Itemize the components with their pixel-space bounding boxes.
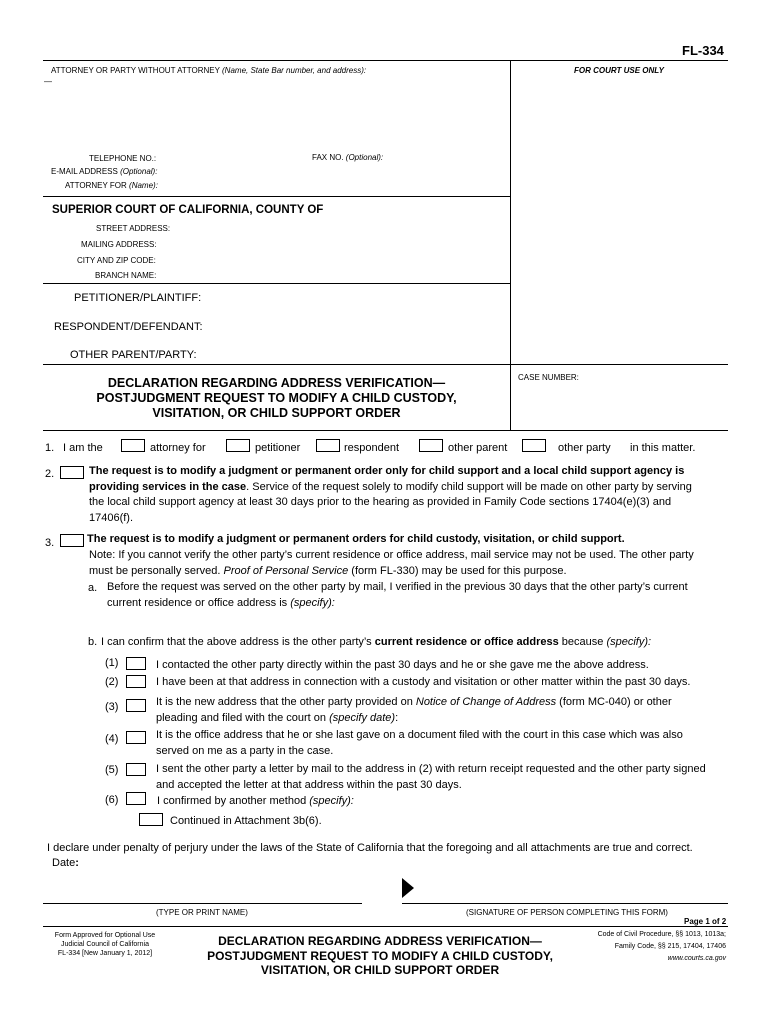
b4-checkbox[interactable] [126,731,146,744]
attorney-for-row [65,181,158,190]
option-respondent: respondent [344,442,400,454]
item2-checkbox[interactable] [60,466,84,479]
footer-rule [43,926,728,927]
date-colon: : [75,857,79,869]
b6-text [157,795,354,807]
email-label: E-MAIL ADDRESS [51,167,118,176]
b1-checkbox[interactable] [126,657,146,670]
telephone-label: TELEPHONE NO.: [89,154,157,163]
proof-personal-service: Proof of Personal Service [223,564,349,577]
b5-text [156,762,726,793]
option-petitioner: petitioner [255,442,301,454]
b3-line2 [156,711,726,727]
fax-label-row [312,153,383,162]
item3-note [89,548,729,579]
item3-note1: Note: If you cannot verify the other party’s current residence or office address, mail service may not be used. The other party [89,549,694,561]
form-number: FL-334 [682,43,724,58]
item2-number: 2. [45,468,55,480]
form-title-line2: POSTJUDGMENT REQUEST TO MODIFY A CHILD CUSTODY, [96,391,457,405]
item1-tail: in this matter. [630,442,696,454]
other-parent-label: OTHER PARENT/PARTY: [70,349,197,361]
item3b-c: because [558,636,607,648]
attorney-label: ATTORNEY OR PARTY WITHOUT ATTORNEY [51,66,220,75]
attorney-for-checkbox[interactable] [121,439,145,452]
item3b-text [101,636,651,648]
item3a-label: a. [88,582,98,594]
b3-l1c: (form MC-040) or other [556,696,672,708]
b3-l2a: pleading and filed with the court on [156,711,330,724]
fax-label: FAX NO. [312,153,344,162]
item3-note2 [89,564,729,580]
item3-note2c: (form FL-330) may be used for this purpose. [348,564,567,577]
code-line1: Code of Civil Procedure, §§ 1013, 1013a; [597,931,726,938]
type-name-label: (TYPE OR PRINT NAME) [156,908,248,917]
b4-text [156,728,726,759]
case-number-divider [510,364,511,430]
item3-note2a: must be personally served. [89,564,224,577]
street-address-label: STREET ADDRESS: [96,224,171,233]
b2-number: (2) [105,676,119,688]
b2-text: I have been at that address in connection with a custody and visitation or other matter within the past 30 days. [156,676,691,688]
approved-line2: Judicial Council of California [61,941,149,948]
name-line[interactable] [43,903,362,904]
signature-line[interactable] [402,903,728,904]
item3b-label: b. [88,636,98,648]
page-number: Page 1 of 2 [684,917,727,926]
court-section-border [43,196,510,197]
b3-checkbox[interactable] [126,699,146,712]
declaration-text: I declare under penalty of perjury under the laws of the State of California that the foregoing and all attachments are true and correct. [47,842,693,854]
code-line2: Family Code, §§ 215, 17404, 17406 [614,943,726,950]
item3-bold: The request is to modify a judgment or permanent orders for child custody, visitation, or child support. [87,533,625,545]
item2-text [89,464,729,526]
signature-arrow-icon [402,878,414,898]
form-title-line3: VISITATION, OR CHILD SUPPORT ORDER [152,406,401,420]
b3-number: (3) [105,701,119,713]
item2-bold2: providing services in the case [89,480,247,493]
petitioner-label: PETITIONER/PLAINTIFF: [74,292,202,304]
item1-number: 1. [45,442,55,454]
b5-checkbox[interactable] [126,763,146,776]
option-other-party: other party [558,442,611,454]
petitioner-checkbox[interactable] [226,439,250,452]
footer-title-line1: DECLARATION REGARDING ADDRESS VERIFICATION— [218,934,542,948]
other-parent-checkbox[interactable] [419,439,443,452]
b2-checkbox[interactable] [126,675,146,688]
date-word: Date [52,857,76,869]
item2-line4: 17406(f). [89,511,134,524]
item3a-specify: (specify): [290,596,335,609]
email-label-row [51,167,157,176]
mailing-address-label: MAILING ADDRESS: [81,240,157,249]
court-use-label: FOR COURT USE ONLY [574,66,664,75]
title-section-border [43,364,728,365]
b6-checkbox[interactable] [126,792,146,805]
b3-l2b: (specify date) [329,711,396,724]
b3-l1b: Notice of Change of Address [415,696,557,708]
court-use-divider [510,60,511,364]
code-citations [528,929,726,965]
b4-line1: It is the office address that he or she last gave on a document filed with the court in this case which was also [156,729,683,741]
item3b-b: current residence or office address [374,636,559,648]
form-approved [30,931,180,958]
signature-label: (SIGNATURE OF PERSON COMPLETING THIS FORM) [466,908,668,917]
form-title [43,376,510,421]
continued-attachment: Continued in Attachment 3b(6). [170,815,322,827]
city-zip-label: CITY AND ZIP CODE: [77,256,156,265]
date-label [52,857,79,869]
header-top-border [43,60,728,61]
courts-website-link[interactable]: www.courts.ca.gov [667,955,726,962]
b6-l1a: I confirmed by another method [157,795,310,807]
b5-number: (5) [105,764,119,776]
approved-line1: Form Approved for Optional Use [54,932,156,939]
form-title-line1: DECLARATION REGARDING ADDRESS VERIFICATION— [107,376,446,390]
court-title: SUPERIOR COURT OF CALIFORNIA, COUNTY OF [52,204,324,216]
attorney-label-row [51,66,366,75]
fax-hint: (Optional): [345,153,384,162]
b4-number: (4) [105,733,119,745]
attorney-dash: — [44,77,52,86]
b3-line1 [156,695,726,711]
item2-line1: The request is to modify a judgment or permanent order only for child support and a local child support agency is [89,465,685,477]
attorney-for-label: ATTORNEY FOR [65,181,127,190]
item3a-text [107,580,727,611]
attorney-hint: (Name, State Bar number, and address): [222,66,367,75]
footer-title-line2: POSTJUDGMENT REQUEST TO MODIFY A CHILD CUSTODY, [207,948,553,963]
item3b-a: I can confirm that the above address is the other party’s [101,636,375,648]
case-number-label: CASE NUMBER: [518,373,579,382]
b5-line2: and accepted the letter at that address within the past 30 days. [156,778,462,791]
item3b-specify: (specify): [606,636,652,648]
b1-number: (1) [105,657,119,669]
b3-text [156,695,726,726]
b6-specify: (specify): [309,795,354,807]
approved-line3: FL-334 [New January 1, 2012] [57,950,153,957]
footer-title-line3: VISITATION, OR CHILD SUPPORT ORDER [260,963,500,977]
item2-line3: the local child support agency at least 30 days prior to the hearing as provided in Family Code sections 17404(e)(3) and [89,496,672,508]
other-party-checkbox[interactable] [522,439,546,452]
b4-line2: served on me as a party in the case. [156,744,334,757]
footer-title [180,934,580,978]
item3a-line1: Before the request was served on the other party by mail, I verified in the previous 30 days that the other party’s current [107,581,688,593]
parties-section-border [43,283,510,284]
item3-number: 3. [45,537,55,549]
continued-checkbox[interactable] [139,813,163,826]
option-attorney-for: attorney for [150,442,206,454]
b3-l1a: It is the new address that the other party provided on [156,696,416,708]
item3-checkbox[interactable] [60,534,84,547]
item2-line2 [89,480,729,496]
b6-number: (6) [105,794,119,806]
option-other-parent: other parent [448,442,508,454]
email-hint: (Optional): [120,167,158,176]
b1-text: I contacted the other party directly within the past 30 days and he or she gave me the above address. [156,659,649,671]
item3a-line2a: current residence or office address is [107,596,291,609]
b3-l2c: : [395,711,399,724]
title-bottom-border [43,430,728,431]
attorney-for-hint: (Name): [129,181,158,190]
respondent-checkbox[interactable] [316,439,340,452]
item2-rest2: . Service of the request solely to modify child support will be made on other party by serving [246,480,692,493]
b5-line1: I sent the other party a letter by mail to the address in (2) with return receipt requested and the other party signed [156,763,706,775]
branch-name-label: BRANCH NAME: [95,271,157,280]
item1-lead: I am the [63,442,103,454]
respondent-label: RESPONDENT/DEFENDANT: [54,321,203,333]
item3a-line2 [107,596,727,612]
